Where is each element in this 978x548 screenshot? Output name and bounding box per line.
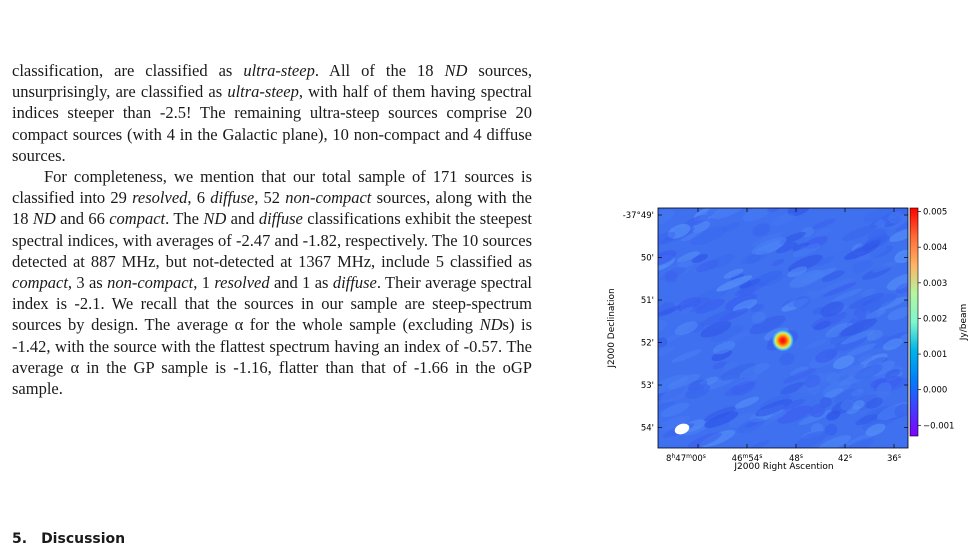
italic-term: ND (444, 61, 468, 80)
section-title: Discussion (41, 531, 126, 547)
text-run: , with half of them having spectral indices steeper than -2.5! The remaining ultra-steep sources comprise 20 compact sources (with 4 in the Galactic plane), 10 non-compact and 4 diffuse sources. (12, 82, 532, 165)
italic-term: compact (109, 209, 166, 229)
y-tick-label: -37°49' (622, 211, 654, 221)
text-run: . All of the 18 (314, 61, 445, 80)
italic-term: resolved (132, 188, 188, 208)
text-run: , 52 (254, 188, 286, 208)
colorbar-tick-label: 0.000 (923, 385, 948, 396)
text-run: , 3 as (67, 273, 108, 293)
text-run: . The (165, 209, 204, 229)
italic-term: resolved (214, 273, 270, 293)
text-run: , 6 (187, 188, 211, 208)
section-heading (12, 531, 125, 547)
tick-unit: s (799, 453, 803, 460)
map-image (641, 199, 920, 456)
tick-unit: h (671, 453, 676, 460)
tick-value: 8 (666, 454, 672, 464)
y-tick-label: 54' (640, 423, 654, 434)
italic-term: diffuse (210, 188, 255, 208)
text-run: and (226, 209, 259, 229)
y-tick-label: 51' (640, 296, 654, 306)
tick-unit: m (742, 453, 749, 460)
x-tick-label (838, 453, 852, 464)
text-run: and 1 as (269, 273, 333, 293)
italic-term: non-compact (107, 273, 194, 293)
text-run: classification, are classified as (12, 61, 244, 80)
italic-term: ND (32, 209, 56, 229)
text-run: sources, unsurprisingly, are classified as (12, 61, 533, 102)
x-axis-label: J2000 Right Ascention (734, 462, 834, 472)
colorbar-tick-label: 0.001 (923, 350, 948, 361)
tick-value: 46 (731, 454, 743, 464)
radio-map-figure (598, 196, 978, 486)
colorbar-tick-label: 0.004 (923, 243, 948, 254)
tick-value: 47 (675, 454, 687, 464)
section-number: 5. (12, 531, 28, 547)
y-tick-label: 52' (640, 338, 654, 349)
text-run: For completeness, we mention that our total sample of 171 sources is classified into 29 (12, 167, 532, 208)
colorbar (910, 208, 918, 436)
italic-term: ND (479, 315, 503, 335)
tick-unit: s (759, 453, 763, 460)
radio-map-svg (598, 196, 978, 486)
colorbar-label: Jy/beam (959, 303, 969, 341)
colorbar-tick-label: 0.002 (923, 314, 948, 325)
italic-term: diffuse (258, 209, 303, 229)
y-axis-label: J2000 Declination (607, 288, 617, 368)
italic-term: compact (12, 273, 68, 293)
colorbar-tick-label: 0.005 (923, 207, 948, 218)
tick-value: 54 (748, 454, 760, 464)
colorbar-tick-label: −0.001 (923, 421, 955, 432)
paragraph (12, 166, 532, 399)
body-text (12, 60, 532, 399)
x-tick-label (666, 453, 706, 464)
italic-term: ultra-steep (243, 61, 315, 80)
tick-unit: m (686, 453, 692, 460)
y-tick-label: 53' (640, 381, 654, 391)
italic-term: diffuse (332, 273, 377, 293)
tick-value: 42 (838, 454, 849, 464)
text-run: , 1 (193, 273, 215, 293)
tick-value: 00 (691, 454, 703, 464)
text-run: sources, along with the 18 (12, 188, 533, 229)
italic-term: ND (203, 209, 227, 229)
text-run: and 66 (55, 209, 110, 229)
x-tick-label (887, 453, 901, 464)
y-tick-label: 50' (640, 253, 654, 264)
text-run: . Their average spectral index is -2.1. We recall that the sources in our sample are steep-spectrum sources by design. The average α for the whole sample (excluding (12, 273, 533, 335)
text-run: classifications exhibit the steepest spectral indices, with averages of -2.47 and -1.82, respectively. The 10 sources detected at 887 MHz, but not-detected at 1367 MHz, include 5 classified as (12, 209, 533, 271)
colorbar-tick-label: 0.003 (923, 278, 948, 289)
italic-term: ultra-steep (227, 82, 299, 102)
paragraph (12, 60, 532, 166)
text-run: s) is -1.42, with the source with the flattest spectrum having an index of -0.57. The average α in the GP sample is -1.16, flatter than that of -1.66 in the oGP sample. (12, 315, 533, 399)
tick-value: 48 (789, 454, 800, 464)
italic-term: non-compact (285, 188, 372, 208)
tick-unit: s (702, 453, 706, 460)
tick-unit: s (848, 453, 852, 460)
tick-value: 36 (887, 454, 898, 464)
colorbar-ticks (918, 208, 954, 432)
radio-source (772, 330, 794, 352)
tick-unit: s (897, 453, 901, 460)
